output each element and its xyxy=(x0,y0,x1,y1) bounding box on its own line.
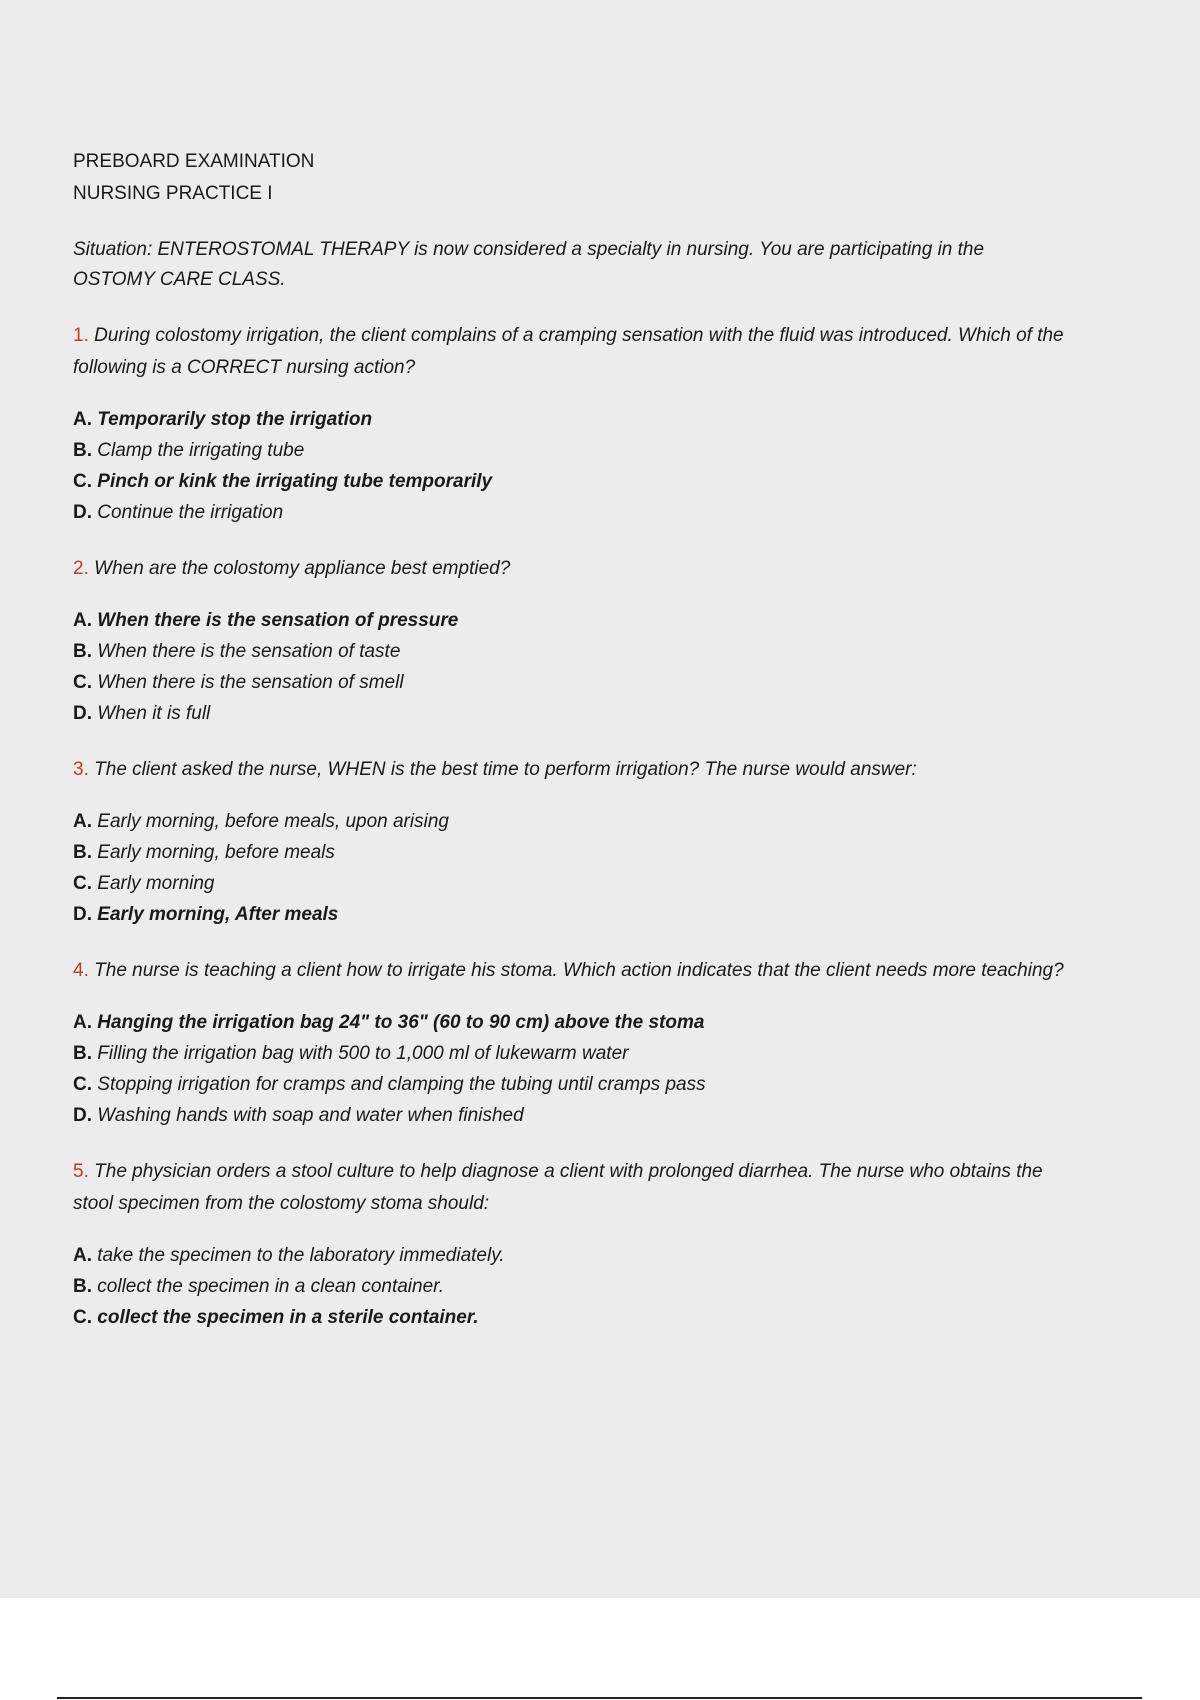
choices-2 xyxy=(73,605,1113,729)
question-number: 3. xyxy=(73,759,89,780)
exam-title: PREBOARD EXAMINATION xyxy=(73,151,315,172)
choice-letter: B. xyxy=(73,1276,92,1297)
question-number: 1. xyxy=(73,325,89,346)
question-text: The physician orders a stool culture to help diagnose a client with prolonged diarrhea. The nurse who obtains the stool specimen from the colostomy stoma should: xyxy=(73,1161,1043,1214)
question-2 xyxy=(73,553,1083,585)
choice-5c xyxy=(73,1302,1113,1333)
choice-3d xyxy=(73,899,1113,930)
choice-1c xyxy=(73,466,1113,497)
choice-letter: D. xyxy=(73,1105,92,1126)
choice-text: Early morning xyxy=(97,873,215,894)
choice-letter: C. xyxy=(73,672,92,693)
choice-text: Early morning, before meals xyxy=(97,842,335,863)
choice-text: Early morning, before meals, upon arising xyxy=(97,811,449,832)
choice-letter: C. xyxy=(73,1074,92,1095)
choice-text: Temporarily stop the irrigation xyxy=(97,409,373,430)
choice-letter: C. xyxy=(73,1307,92,1328)
choice-text: Early morning, After meals xyxy=(97,904,339,925)
choice-4a xyxy=(73,1007,1113,1038)
choice-letter: D. xyxy=(73,703,92,724)
question-3 xyxy=(73,754,1083,786)
choice-4b xyxy=(73,1038,1113,1069)
question-number: 4. xyxy=(73,960,89,981)
question-1 xyxy=(73,320,1083,384)
choice-letter: C. xyxy=(73,873,92,894)
choice-letter: B. xyxy=(73,440,92,461)
choices-1 xyxy=(73,404,1113,528)
choice-letter: A. xyxy=(73,409,92,430)
choice-3b xyxy=(73,837,1113,868)
choice-5b xyxy=(73,1271,1113,1302)
choice-5a xyxy=(73,1240,1113,1271)
choice-letter: B. xyxy=(73,641,92,662)
choice-text: Stopping irrigation for cramps and clamping the tubing until cramps pass xyxy=(97,1074,706,1095)
choice-text: Clamp the irrigating tube xyxy=(97,440,305,461)
question-number: 2. xyxy=(73,558,89,579)
choice-2d xyxy=(73,698,1113,729)
footer-divider xyxy=(57,1697,1142,1699)
choice-4c xyxy=(73,1069,1113,1100)
question-text: The nurse is teaching a client how to irrigate his stoma. Which action indicates that the client needs more teaching? xyxy=(94,960,1064,981)
choice-text: When it is full xyxy=(97,703,211,724)
choice-letter: A. xyxy=(73,610,92,631)
choice-2b xyxy=(73,636,1113,667)
choice-text: collect the specimen in a clean container. xyxy=(97,1276,445,1297)
choice-text: Filling the irrigation bag with 500 to 1,000 ml of lukewarm water xyxy=(97,1043,629,1064)
choice-letter: B. xyxy=(73,1043,92,1064)
question-4 xyxy=(73,955,1083,987)
choice-text: Pinch or kink the irrigating tube temporarily xyxy=(97,471,493,492)
choice-letter: D. xyxy=(73,904,92,925)
choice-text: take the specimen to the laboratory immediately. xyxy=(97,1245,505,1266)
choice-2c xyxy=(73,667,1113,698)
choice-text: Hanging the irrigation bag 24" to 36" (60 to 90 cm) above the stoma xyxy=(97,1012,705,1033)
choice-1a xyxy=(73,404,1113,435)
choice-4d xyxy=(73,1100,1113,1131)
question-number: 5. xyxy=(73,1161,89,1182)
choice-1b xyxy=(73,435,1113,466)
choice-text: Continue the irrigation xyxy=(97,502,284,523)
choice-text: collect the specimen in a sterile container. xyxy=(97,1307,479,1328)
document-content xyxy=(73,146,1113,1333)
exam-subtitle: NURSING PRACTICE I xyxy=(73,183,273,204)
choices-5 xyxy=(73,1240,1113,1333)
question-text: The client asked the nurse, WHEN is the best time to perform irrigation? The nurse would answer: xyxy=(94,759,917,780)
choice-3c xyxy=(73,868,1113,899)
choice-text: When there is the sensation of pressure xyxy=(97,610,459,631)
choice-1d xyxy=(73,497,1113,528)
question-text: During colostomy irrigation, the client complains of a cramping sensation with the fluid was introduced. Which of the following is a CORRECT nursing action? xyxy=(73,325,1064,378)
choice-text: Washing hands with soap and water when finished xyxy=(97,1105,524,1126)
choices-4 xyxy=(73,1007,1113,1131)
choice-letter: A. xyxy=(73,1012,92,1033)
choice-letter: A. xyxy=(73,1245,92,1266)
choice-letter: C. xyxy=(73,471,92,492)
question-5 xyxy=(73,1156,1083,1220)
choice-letter: B. xyxy=(73,842,92,863)
situation-text: Situation: ENTEROSTOMAL THERAPY is now considered a specialty in nursing. You are participating in the OSTOMY CARE CLASS. xyxy=(73,239,985,290)
choices-3 xyxy=(73,806,1113,930)
question-text: When are the colostomy appliance best emptied? xyxy=(94,558,511,579)
choice-letter: D. xyxy=(73,502,92,523)
choice-letter: A. xyxy=(73,811,92,832)
choice-3a xyxy=(73,806,1113,837)
choice-text: When there is the sensation of smell xyxy=(97,672,404,693)
choice-2a xyxy=(73,605,1113,636)
choice-text: When there is the sensation of taste xyxy=(97,641,401,662)
